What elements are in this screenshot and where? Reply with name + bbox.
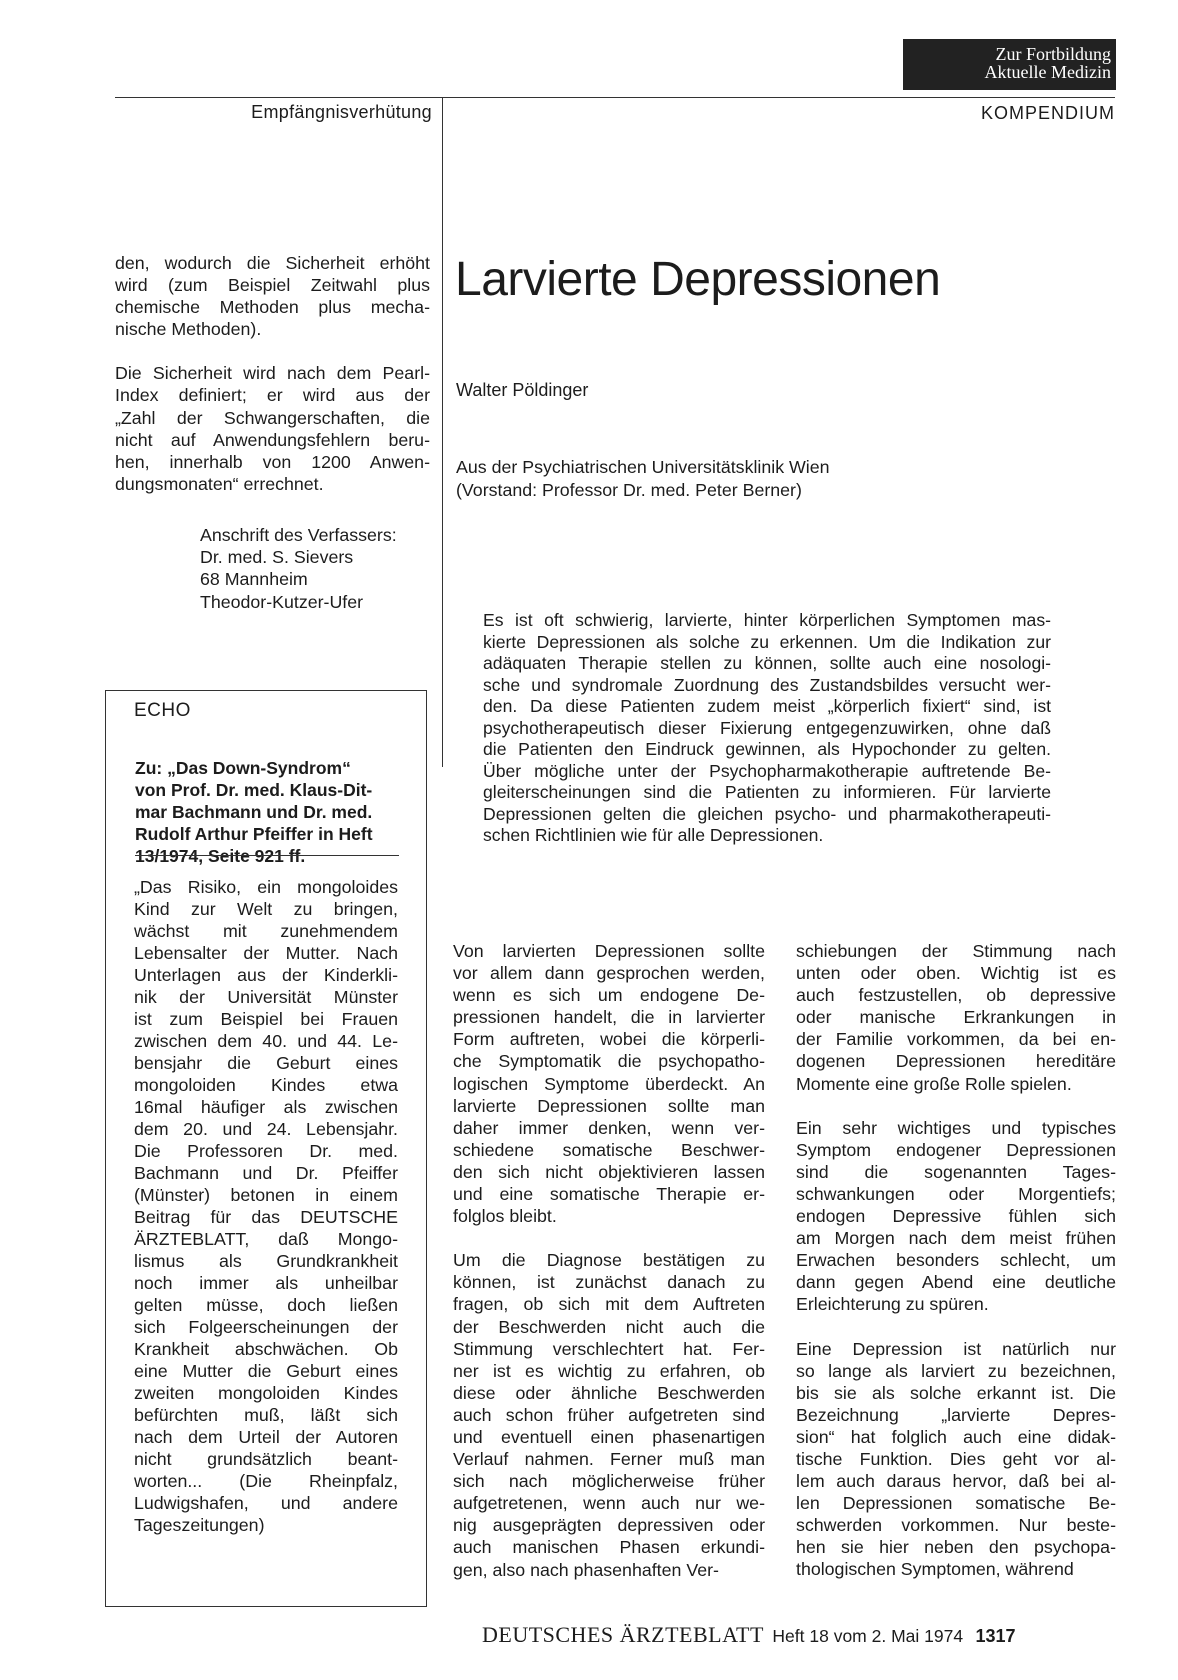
text-line: aufgetretenen, wenn auch nur we-	[453, 1493, 765, 1514]
text-line: Verlauf nahmen. Ferner muß man	[453, 1449, 765, 1470]
text-line: Lebensalter der Mutter. Nach	[134, 943, 398, 963]
text-line: 13/1974, Seite 921 ff.	[135, 846, 306, 866]
text-line: sche und syndromale Zuordnung des Zustandsbildes versucht wer-	[483, 674, 1051, 695]
text-line: nig ausgeprägten depressiven oder	[453, 1515, 765, 1536]
echo-heading	[135, 757, 400, 867]
text-line: am Morgen nach dem meist frühen	[796, 1228, 1116, 1249]
text-line: sind die sogenannten Tages-	[796, 1161, 1116, 1182]
text-line: psychotherapeutisch dieser Fixierung entgegenzuwirken, ohne daß	[483, 717, 1051, 738]
text-line: logischen Symptome überdeckt. An	[453, 1073, 765, 1094]
text-line: 16mal häufiger als zwischen	[134, 1097, 398, 1117]
article-column-2	[796, 940, 1116, 1603]
text-line: und eine somatische Therapie er-	[453, 1184, 765, 1205]
text-line: auch manischen Phasen erkundi-	[453, 1537, 765, 1558]
issue-info: Heft 18 vom 2. Mai 1974	[772, 1626, 964, 1646]
text-line: nicht grundsätzlich beant-	[134, 1449, 398, 1469]
paragraph	[796, 1117, 1116, 1316]
echo-text	[134, 876, 398, 1536]
text-line: bis sie als solche erkannt ist. Die	[796, 1382, 1116, 1403]
text-line: wenn es sich um endogene De-	[453, 985, 765, 1006]
article-author: Walter Pöldinger	[456, 380, 589, 400]
text-line: Theodor-Kutzer-Ufer	[200, 591, 364, 612]
text-line: schiebungen der Stimmung nach	[796, 941, 1116, 961]
column-divider	[442, 97, 443, 767]
text-line: chemische Methoden plus mecha-	[115, 297, 430, 318]
text-line: wird (zum Beispiel Zeitwahl plus	[115, 275, 430, 296]
echo-label: ECHO	[134, 700, 191, 721]
section-badge-line-2: Aktuelle Medizin	[984, 62, 1111, 82]
text-line: ner ist es wichtig zu erfahren, ob	[453, 1360, 765, 1381]
text-line: Erwachen besonders schlecht, um	[796, 1250, 1116, 1271]
text-line: Tageszeitungen)	[134, 1515, 265, 1535]
text-line: worten... (Die Rheinpfalz,	[134, 1471, 398, 1491]
text-line: Bachmann und Dr. Pfeiffer	[134, 1163, 398, 1183]
text-line: sich Folgeerscheinungen der	[134, 1317, 398, 1337]
text-line: tische Funktion. Dies geht vor al-	[796, 1448, 1116, 1469]
text-line: mongoloiden Kindes etwa	[134, 1075, 398, 1095]
article-abstract	[483, 610, 1051, 847]
text-line: Ludwigshafen, und andere	[134, 1493, 398, 1513]
text-line: der Beschwerden nicht auch die	[453, 1316, 765, 1337]
text-line: „Zahl der Schwangerschaften, die	[115, 407, 430, 428]
paragraph	[453, 940, 765, 1227]
text-line: folglos bleibt.	[453, 1206, 557, 1227]
section-badge	[903, 39, 1116, 90]
text-line: Depressionen gelten die gleichen psycho- und pharmakotherapeuti-	[483, 803, 1051, 824]
text-line: befürchten muß, läßt sich	[134, 1405, 398, 1425]
text-line: Bezeichnung „larvierte Depres-	[796, 1404, 1116, 1425]
text-line: wächst mit zunehmendem	[134, 921, 398, 941]
text-line: hen, innerhalb von 1200 Anwen-	[115, 451, 430, 472]
journal-name: DEUTSCHES ÄRZTEBLATT	[482, 1622, 764, 1647]
text-line: die Patienten den Eindruck gewinnen, als Hypochonder zu gelten.	[483, 739, 1051, 759]
author-address	[200, 524, 440, 613]
text-line: schen Richtlinien wie für alle Depressionen.	[483, 825, 824, 845]
text-line: ist zum Beispiel bei Frauen	[134, 1009, 398, 1029]
text-line: Anschrift des Verfassers:	[200, 525, 397, 545]
text-line: Die Professoren Dr. med.	[134, 1141, 398, 1161]
echo-divider	[135, 855, 399, 856]
text-line: nische Methoden).	[115, 319, 262, 340]
text-line: Index definiert; er wird aus der	[115, 385, 430, 406]
text-line: adäquaten Therapie stellen zu können, sollte auch eine nosologi-	[483, 653, 1051, 673]
text-line: Momente eine große Rolle spielen.	[796, 1073, 1072, 1094]
text-line: schwankungen oder Morgentiefs;	[796, 1183, 1116, 1204]
text-line: pressionen handelt, die in larvierter	[453, 1007, 765, 1028]
text-line: dann gegen Abend eine deutliche	[796, 1272, 1116, 1293]
text-line: endogen Depressive fühlen sich	[796, 1206, 1116, 1227]
text-line: Eine Depression ist natürlich nur	[796, 1338, 1116, 1359]
text-line: lem auch daraus hervor, daß bei al-	[796, 1471, 1116, 1492]
text-line: sion“ hat folglich auch eine didak-	[796, 1426, 1116, 1447]
text-line: len Depressionen somatische Be-	[796, 1493, 1116, 1514]
text-line: dogenen Depressionen hereditäre	[796, 1051, 1116, 1072]
text-line: auch festzustellen, ob depressive	[796, 985, 1116, 1006]
text-line: von Prof. Dr. med. Klaus-Dit-	[135, 780, 373, 800]
text-line: Die Sicherheit wird nach dem Pearl-	[115, 363, 430, 384]
text-line: Form auftreten, wobei die körperli-	[453, 1029, 765, 1050]
text-line: den sich nicht objektivieren lassen	[453, 1161, 765, 1182]
text-line: nicht auf Anwendungsfehlern beru-	[115, 429, 430, 450]
text-line: Rudolf Arthur Pfeiffer in Heft	[135, 824, 373, 844]
article-column-1	[453, 940, 765, 1603]
text-line: larvierte Depressionen sollte man	[453, 1095, 765, 1116]
text-line: Dr. med. S. Sievers	[200, 547, 354, 568]
text-line: Unterlagen aus der Kinderkli-	[134, 965, 398, 985]
text-line: bensjahr die Geburt eines	[134, 1053, 398, 1073]
text-line: können, ist zunächst danach zu	[453, 1272, 765, 1293]
text-line: thologischen Symptomen, während	[796, 1559, 1074, 1580]
text-line: mar Bachmann und Dr. med.	[135, 802, 373, 822]
text-line: so lange als larviert zu bezeichnen,	[796, 1360, 1116, 1381]
text-line: Kind zur Welt zu bringen,	[134, 899, 398, 919]
text-line: Von larvierten Depressionen sollte	[453, 941, 765, 961]
text-line: zweiten mongoloiden Kindes	[134, 1383, 398, 1403]
text-line: eine Mutter die Geburt eines	[134, 1361, 398, 1381]
text-line: kierte Depressionen als solche zu erkennen. Um die Indikation zur	[483, 631, 1051, 652]
text-line: Ein sehr wichtiges und typisches	[796, 1117, 1116, 1138]
text-line: Stimmung verschlechtert hat. Fer-	[453, 1338, 765, 1359]
text-line: daher immer denken, wenn ver-	[453, 1117, 765, 1138]
header-rule	[115, 97, 1115, 98]
text-line: noch immer als unheilbar	[134, 1273, 398, 1293]
article-affiliation	[456, 456, 830, 502]
text-line: „Das Risiko, ein mongoloides	[134, 877, 398, 897]
text-line: oder manische Erkrankungen in	[796, 1007, 1116, 1028]
text-line: Über mögliche unter der Psychopharmakotherapie auftretende Be-	[483, 760, 1051, 781]
text-line: gelten müsse, doch ließen	[134, 1295, 398, 1315]
text-line: unten oder oben. Wichtig ist es	[796, 963, 1116, 984]
text-line: fragen, ob sich mit dem Auftreten	[453, 1294, 765, 1315]
running-head-left: Empfängnisverhütung	[251, 102, 432, 122]
paragraph	[796, 940, 1116, 1095]
text-line: Symptom endogener Depressionen	[796, 1139, 1116, 1160]
text-line: zwischen dem 40. und 44. Le-	[134, 1031, 398, 1051]
text-line: und eventuell einen phasenartigen	[453, 1426, 765, 1447]
paragraph	[115, 362, 430, 495]
text-line: Zu: „Das Down-Syndrom“	[135, 758, 351, 778]
section-badge-line-1: Zur Fortbildung	[995, 44, 1111, 64]
page-footer	[482, 1622, 1016, 1648]
text-line: ÄRZTEBLATT, daß Mongo-	[134, 1229, 398, 1249]
text-line: schwerden vorkommen. Nur beste-	[796, 1515, 1116, 1536]
text-line: der Familie vorkommen, da bei en-	[796, 1029, 1116, 1050]
text-line: Aus der Psychiatrischen Universitätsklinik Wien	[456, 457, 830, 477]
text-line: Erleichterung zu spüren.	[796, 1294, 989, 1315]
text-line: schiedene somatische Beschwer-	[453, 1139, 765, 1160]
text-line: Um die Diagnose bestätigen zu	[453, 1250, 765, 1271]
text-line: (Münster) betonen in einem	[134, 1185, 398, 1205]
text-line: Beitrag für das DEUTSCHE	[134, 1207, 398, 1227]
text-line: vor allem dann gesprochen werden,	[453, 963, 765, 984]
text-line: hen sie hier neben den psychopa-	[796, 1537, 1116, 1558]
text-line: dem 20. und 24. Lebensjahr.	[134, 1119, 398, 1139]
text-line: gen, also nach phasenhaften Ver-	[453, 1559, 719, 1580]
text-line: che Symptomatik die psychopatho-	[453, 1051, 765, 1072]
article-title: Larvierte Depressionen	[455, 253, 941, 306]
text-line: Es ist oft schwierig, larvierte, hinter körperlichen Symptomen mas-	[483, 610, 1051, 630]
text-line: sich nach möglicherweise früher	[453, 1471, 765, 1492]
text-line: gleiterscheinungen sind die Patienten zu informieren. Für larvierte	[483, 782, 1051, 802]
text-line: den, wodurch die Sicherheit erhöht	[115, 253, 430, 273]
paragraph	[115, 252, 430, 340]
running-head-right: KOMPENDIUM	[980, 103, 1115, 123]
text-line: den. Da diese Patienten zudem meist „körperlich fixiert“ sind, ist	[483, 696, 1051, 716]
text-line: dungsmonaten“ errechnet.	[115, 473, 324, 494]
page-number: 1317	[975, 1626, 1016, 1646]
text-line: auch schon früher aufgetreten sind	[453, 1404, 765, 1425]
text-line: diese oder ähnliche Beschwerden	[453, 1382, 765, 1403]
text-line: Krankheit abschwächen. Ob	[134, 1339, 398, 1359]
left-column-text	[115, 252, 430, 517]
paragraph	[796, 1338, 1116, 1581]
paragraph	[453, 1249, 765, 1580]
text-line: lismus als Grundkrankheit	[134, 1251, 398, 1271]
text-line: nik der Universität Münster	[134, 987, 398, 1007]
text-line: (Vorstand: Professor Dr. med. Peter Berner)	[456, 480, 802, 500]
text-line: nach dem Urteil der Autoren	[134, 1427, 398, 1447]
text-line: 68 Mannheim	[200, 569, 308, 590]
